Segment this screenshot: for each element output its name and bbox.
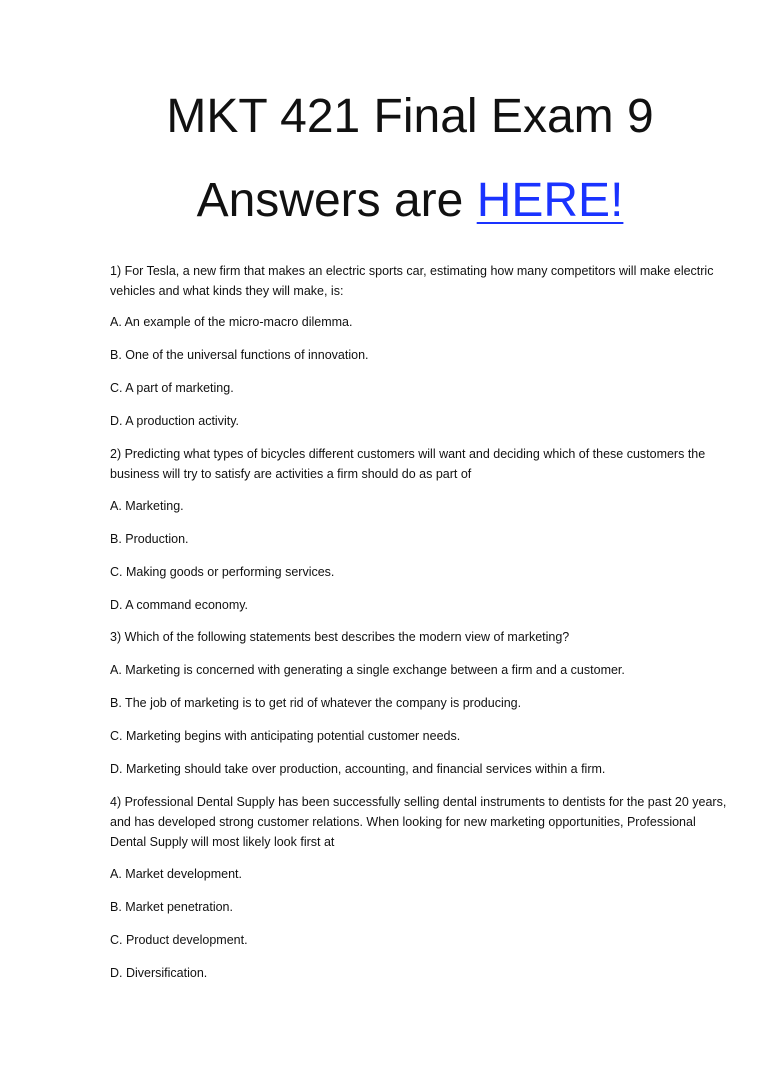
question-2-text: 2) Predicting what types of bicycles different customers will want and deciding which of these customers the business will try to satisfy are activities a firm should do as part of (110, 447, 706, 481)
here-link[interactable]: HERE! (476, 174, 624, 227)
title-prefix: Answers are (196, 174, 464, 227)
question-3-option-b: B. The job of marketing is to get rid of whatever the company is producing. (110, 696, 522, 710)
question-2-option-c: C. Making goods or performing services. (110, 565, 335, 579)
question-3-option-d: D. Marketing should take over production, accounting, and financial services within a firm. (110, 762, 606, 776)
question-2-option-d: D. A command economy. (110, 598, 249, 612)
page-title-line2 (80, 169, 740, 233)
question-3-option-a: A. Marketing is concerned with generating a single exchange between a firm and a customer. (110, 663, 625, 677)
question-1-text: 1) For Tesla, a new firm that makes an electric sports car, estimating how many competitors will make electric vehicles and what kinds they will make, is: (110, 264, 714, 298)
question-3-option-c: C. Marketing begins with anticipating potential customer needs. (110, 729, 461, 743)
question-4-option-b: B. Market penetration. (110, 900, 233, 914)
question-4-option-c: C. Product development. (110, 933, 248, 947)
question-1-option-b: B. One of the universal functions of innovation. (110, 348, 369, 362)
question-1-option-a: A. An example of the micro-macro dilemma. (110, 315, 353, 329)
question-3-text: 3) Which of the following statements best describes the modern view of marketing? (110, 630, 570, 644)
question-1-option-d: D. A production activity. (110, 414, 239, 428)
page-title-line1: MKT 421 Final Exam 9 (166, 90, 654, 143)
question-4-text: 4) Professional Dental Supply has been successfully selling dental instruments to dentists for the past 20 years, and has developed strong customer relations. When looking for new marketing opportunities, Professional Dental Supply will most likely look first at (110, 795, 727, 849)
question-2-option-b: B. Production. (110, 532, 189, 546)
question-4-option-d: D. Diversification. (110, 966, 208, 980)
question-4-option-a: A. Market development. (110, 867, 243, 881)
question-2-option-a: A. Marketing. (110, 499, 184, 513)
question-1-option-c: C. A part of marketing. (110, 381, 234, 395)
